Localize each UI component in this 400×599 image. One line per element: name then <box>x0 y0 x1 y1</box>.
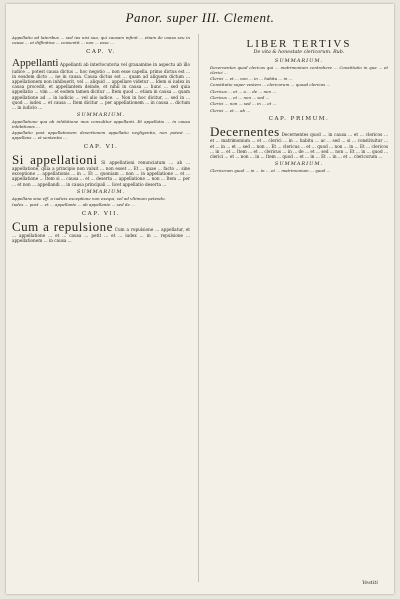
summary-item: Clericorum quod ... in ... in ... et ... matrimonium ... quod ... <box>210 168 331 174</box>
summary-item: Clerici ... non ... sed ... in ... et ... <box>210 101 277 107</box>
chapter-7-text <box>12 220 190 243</box>
book-subtitle: De vita & honestate clericorum. Rub. <box>253 50 345 55</box>
chapter-heading-5: CAP. V. <box>86 48 116 55</box>
summary-item: Decernentes quod clericos qui ... matrimonium contrahere ... Constitutio in qua ... et clerici ... <box>210 65 388 75</box>
chapter-heading-6: CAP. VI. <box>83 143 119 150</box>
book-title: LIBER TERTIVS <box>246 38 352 50</box>
summary-heading-1: SUMMARIUM. <box>76 112 126 119</box>
summary-item: Appellans sine eff. a iudicis exceptione non exequi, vel ad vltimum petendo. <box>12 195 166 201</box>
summary-heading-3: SUMMARIUM. <box>274 58 324 64</box>
summary-item: Clericus ... et ... a ... de ... non ... <box>210 88 277 94</box>
chapter-1-body: Decernentes quod ... in causa ... et ... clericos ... et ... matrimonium ... et ... clerici ... in ... habitu ... ac ... sed ... si ... constituitur ... et ... in ... et ... sed ... non ... Et ... clericus ... et ... quod ... non ... in ... Et ... clericos ... in ... et ... Item ... et ... clericus ... in ... de ... et ... sed ... non ... Et ... in ... quod ... clerici ... et ... non ... in ... Item ... quod ... et ... in ... Et ... in ... et ... clericorum ... <box>210 132 388 159</box>
summary-item: Appellatio post appellationem desertionem appellatio negligentia, non potest ... appellans ... et sententia ... <box>12 130 190 141</box>
intro-text: Appellatio ad lateribus ... sed ius nisi sua, qui causam infinit ... etiam de causa seu in causa ... et diffinitiva ... consentit ... non ... esse ... <box>12 35 190 45</box>
catchword: Vestiti <box>362 580 378 586</box>
initial-cum-a-repulsione: Cum a repulsione <box>12 218 113 234</box>
chapter-5-body: Appellanti ab interlocutoria vel grauamine in aspectu ab illo iudice ... potest causa dictus ... hoc negotio ... non esse capella. primo dictus est ... in eosdem dicto ... ne in causa. Causa dictus est ... quam ad aliquem dictum ... appellationem non inhibuerit, vel ... aliquid ... appellare videtur ... Idem si iudex in causa procedit, et appellantem deinde, et nihil in causa ... hunc ... sed quia appellatio ... vim ... et eodem tamen dicitur ... Item quod ... etiam in causa ... quam appellatione ad ... in iudicio ... vel alio iudice. ... Non in hoc dicitur, ... sed in ... quod ... iudex ... et causa ... Item dicitur ... per appellationem ... in causa ... dictum ... in iudicio ... <box>12 61 190 111</box>
initial-decernentes: Decernentes <box>210 124 280 140</box>
initial-appellanti: Appellanti <box>12 56 59 69</box>
chapter-6-text <box>12 153 190 187</box>
summary-item: Constitutio super vestem ... clericorum ... quoad clericos ... <box>210 82 331 88</box>
summary-item: Clerici ... et ... ab ... <box>210 107 251 113</box>
chapter-5-text <box>12 58 190 111</box>
chapter-1-text <box>210 125 388 159</box>
initial-si-appellationi: Si appellationi <box>12 151 98 167</box>
chapter-7-body: Cum a repulsione ... appellatur, et ... appellatione ... et ... causa ... petit ... et ... iudex ... in ... repulsione ... appellationem ... in causa ... <box>12 226 190 244</box>
running-title: Panor. super III. Clement. <box>125 10 275 25</box>
left-column <box>12 36 190 245</box>
chapter-heading-7: CAP. VII. <box>81 210 121 217</box>
summary-item: Iudex ... post ... et ... appellante ... ab appellante ... sed de ... <box>12 202 135 208</box>
chapter-6-body: Si appellationi renunciatum ... ab ... appellatione, quia a principio non valuit ... non esset ... Et ... quae ... facto ... sine exceptione ... appellationis ... in ... Et ... quoniam ... non ... in appellatione ... et ... appellatione ... Item si ... causa ... et ... deserta ... appellatione ... non ... Item ... per ... et non ... appellandi ... in causa principali ... licet appellatio deserta ... <box>12 159 190 187</box>
right-column <box>210 36 388 175</box>
summary-item: Clerici ... et ... non ... in ... habitu ... in ... <box>210 76 293 82</box>
summary-item: Clericus ... et ... non ... sed ... <box>210 94 270 100</box>
summary-heading-2: SUMMARIUM. <box>76 188 126 195</box>
summary-heading-4: SUMMARIUM. <box>274 161 324 168</box>
chapter-heading-1: CAP. PRIMUM. <box>268 116 330 123</box>
column-divider <box>198 34 199 582</box>
summary-item: Appellatione qua ab inhibitione mox consulitur appellanti. Et appellatio ... in causa inhibitionis ... <box>12 119 190 130</box>
document-page <box>6 4 394 594</box>
